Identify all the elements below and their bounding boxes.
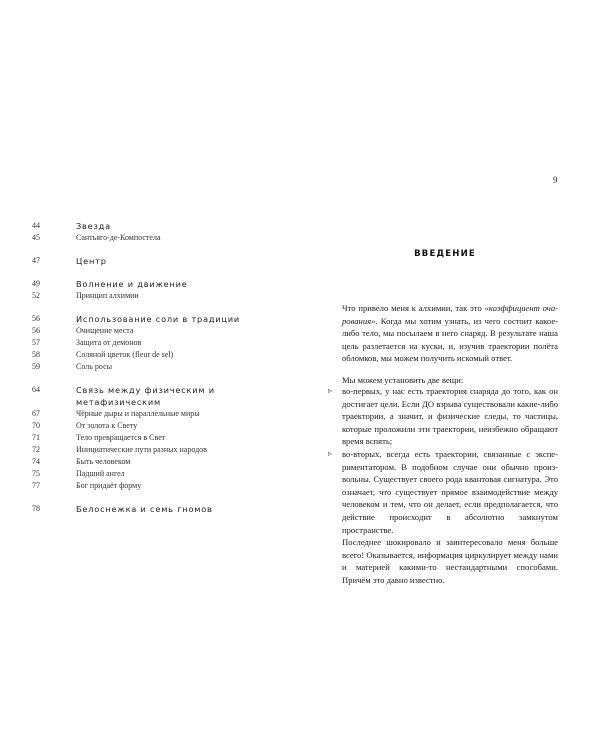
toc-page-number: 59 (32, 362, 40, 371)
toc-gap (32, 302, 282, 313)
toc-title: Связь между физическим и метафизическим (76, 385, 215, 407)
toc-entry (32, 349, 282, 361)
toc-title: Звезда (76, 221, 111, 231)
toc-page-number: 67 (32, 409, 40, 418)
toc-title: От золота к Свету (76, 421, 138, 430)
toc-title: Быть человеком (76, 457, 131, 466)
toc-entry (32, 444, 282, 456)
toc-page-number: 72 (32, 445, 40, 454)
toc-page-number: 56 (32, 326, 40, 335)
toc-entry (32, 480, 282, 492)
toc-gap (32, 267, 282, 278)
toc-page-number: 78 (32, 504, 40, 513)
toc-page-number: 45 (32, 233, 40, 242)
toc-title: Падший ангел (76, 469, 125, 478)
toc-title: Защита от демонов (76, 338, 142, 347)
toc-entry (32, 232, 282, 244)
toc-page-number: 49 (32, 279, 40, 288)
toc-title: Соляной цветок (fleur de sel) (76, 350, 174, 359)
toc-page-number: 47 (32, 256, 40, 265)
toc-page-number: 74 (32, 457, 40, 466)
toc-gap (32, 244, 282, 255)
toc-page-number: 52 (32, 291, 40, 300)
toc-entry (32, 290, 282, 302)
toc-title: Использование соли в традиции (76, 314, 241, 324)
toc-entry (32, 408, 282, 420)
triangle-bullet-icon: ▹ (328, 386, 333, 395)
toc-page-number: 64 (32, 385, 40, 394)
toc-page-number: 44 (32, 221, 40, 230)
toc-title: Сантьяго-де-Компостела (76, 233, 161, 242)
toc-page-number: 77 (32, 481, 40, 490)
page-number: 9 (553, 175, 558, 185)
toc-entry (32, 420, 282, 432)
intro-paragraph-3: Последнее шокировало и заинтересовало меня больше всего! Оказывается, информация циркулирует между нами и материей какими-то нестандартными способами. Причём это давно известно. (342, 537, 558, 585)
toc-entry (32, 325, 282, 337)
toc-chapter (32, 503, 282, 515)
toc-entry (32, 456, 282, 468)
toc-chapter (32, 313, 282, 325)
toc-title: Инициатические пути разных народов (76, 445, 207, 454)
toc-page-number: 57 (32, 338, 40, 347)
toc-page-number: 56 (32, 314, 40, 323)
bullet-item (328, 385, 558, 448)
bullet-list (328, 385, 558, 536)
toc-page-number: 58 (32, 350, 40, 359)
toc-title: Очищение места (76, 326, 134, 335)
bullet-item (328, 448, 558, 536)
toc-chapter (32, 384, 282, 408)
toc-title: Белоснежка и семь гномов (76, 504, 213, 514)
toc-title: Чёрные дыры и параллельные миры (76, 409, 200, 418)
toc-page-number: 71 (32, 433, 40, 442)
toc-title: Центр (76, 256, 107, 266)
toc-gap (32, 492, 282, 503)
toc-title: Тело превращается в Свет (76, 433, 166, 442)
table-of-contents (32, 220, 282, 515)
toc-title: Принцип алхимии (76, 291, 139, 300)
toc-title: Соль росы (76, 362, 112, 371)
toc-entry (32, 337, 282, 349)
toc-chapter (32, 255, 282, 267)
intro-paragraph-2: Мы можем установить две вещи: (342, 375, 464, 385)
toc-page-number: 75 (32, 469, 40, 478)
bullet-text: во-первых, у нас есть траектория снаряда до того, как он достигает цели. Если ДО взрыва существовали какие-либо траектории, а значит, и физические следы, то частицы, которые проложили эти траектории, неизбежно обращают время вспять; (342, 386, 558, 447)
intro-paragraph-1: Что привело меня к алхимии, так это «коэффициент очарования». Когда мы хотим узнать, из чего состоит какое-либо тело, мы посылаем в него снаряд. В результате наша цель разлетается на куски, и, изучив траектории полёта обломков, мы можем получить искомый ответ. (342, 303, 558, 364)
triangle-bullet-icon: ▹ (328, 448, 333, 458)
toc-page-number: 70 (32, 421, 40, 430)
section-heading: ВВЕДЕНИЕ (414, 249, 476, 259)
toc-title: Волнение и движение (76, 279, 188, 289)
toc-gap (32, 373, 282, 384)
toc-chapter (32, 278, 282, 290)
toc-entry (32, 361, 282, 373)
bullet-text: во-вторых, всегда есть траектории, связанные с экспериментатором. В подобном случае они обычно произвольны. Существует своего рода квантовая сигнатура. Это означает, что существует прямое взаимодействие между человеком и тем, что он делает, если предполагается, что действие происходит в абсолютно замкнутом пространстве. (342, 448, 558, 535)
toc-chapter (32, 220, 282, 232)
toc-entry (32, 432, 282, 444)
toc-entry (32, 468, 282, 480)
toc-title: Бог придаёт форму (76, 481, 142, 490)
